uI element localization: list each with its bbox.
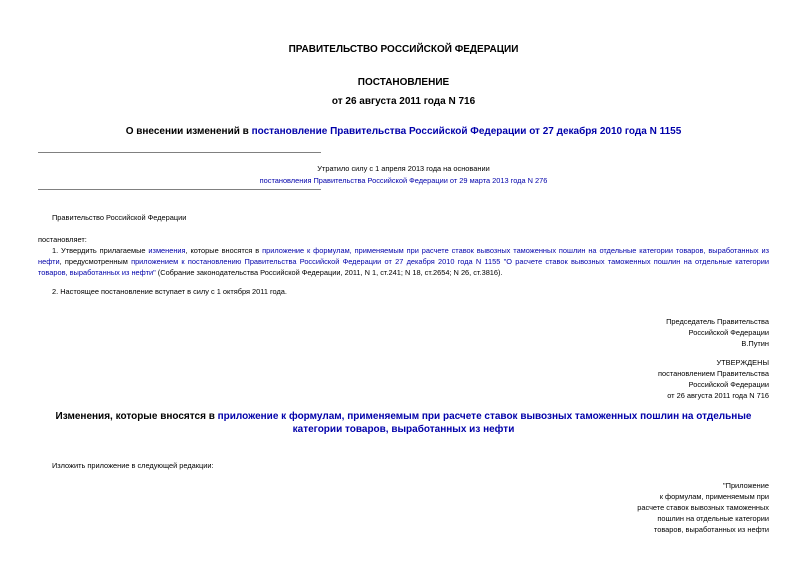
approved-line-3: Российской Федерации bbox=[688, 380, 769, 389]
document-title-prefix: О внесении изменений в bbox=[125, 126, 252, 137]
appendix-line-5: товаров, выработанных из нефти bbox=[653, 525, 769, 534]
document-title bbox=[0, 126, 807, 137]
signature-line-3: В.Путин bbox=[741, 339, 769, 348]
appendix-heading bbox=[637, 480, 769, 535]
p1-text-2: , которые вносятся в bbox=[185, 246, 263, 255]
changes-title-link[interactable]: приложение к формулам, применяемым при расчете ставок вывозных таможенных пошлин на отдельные категории товаров, выработанных из нефти bbox=[217, 411, 752, 435]
changes-title bbox=[40, 410, 767, 436]
approved-line-4: от 26 августа 2011 года N 716 bbox=[667, 391, 769, 400]
instruction-line: Изложить приложение в следующей редакции: bbox=[52, 461, 214, 470]
appendix-formulas-link[interactable]: приложение к формулам, применяемым при расчете ставок вывозных таможенных пошлин на отдельные категории товаров, выработанных из нефти bbox=[38, 246, 770, 266]
p1-text-4: (Собрание законодательства Российской Федерации, 2011, N 1, ст.241; N 18, ст.2654; N 26, ст.3816). bbox=[155, 268, 503, 277]
status-note: Утратило силу с 1 апреля 2013 года на основании bbox=[317, 164, 490, 173]
signature-line-2: Российской Федерации bbox=[688, 328, 769, 337]
paragraph-2: 2. Настоящее постановление вступает в силу с 1 октября 2011 года. bbox=[52, 287, 287, 296]
status-repeal-link[interactable]: постановления Правительства Российской Федерации от 29 марта 2013 года N 276 bbox=[259, 176, 548, 185]
p1-text-3: , предусмотренным bbox=[59, 257, 132, 266]
appendix-line-3: расчете ставок вывозных таможенных bbox=[637, 503, 769, 512]
decrees-line: постановляет: bbox=[38, 235, 87, 244]
appendix-line-4: пошлин на отдельные категории bbox=[657, 514, 769, 523]
signature-line-1: Председатель Правительства bbox=[666, 317, 769, 326]
approved-line-2: постановлением Правительства bbox=[658, 369, 769, 378]
changes-title-prefix: Изменения, которые вносятся в bbox=[55, 411, 218, 422]
appendix-line-1: "Приложение bbox=[723, 481, 769, 490]
document-type: ПОСТАНОВЛЕНИЕ bbox=[357, 77, 450, 88]
paragraph-1 bbox=[38, 245, 769, 278]
changes-link[interactable]: изменения bbox=[148, 246, 186, 255]
p1-text-1: 1. Утвердить прилагаемые bbox=[52, 246, 149, 255]
government-line: Правительство Российской Федерации bbox=[52, 213, 187, 222]
status-rule-bottom bbox=[38, 189, 321, 190]
appendix-resolution-link[interactable]: приложением к постановлению Правительства Российской Федерации от 27 декабря 2010 года N 1155 "О расчете ставок вывозных таможенных пошлин на отдельные категории товаров, выработанных из нефти" bbox=[38, 257, 770, 277]
appendix-line-2: к формулам, применяемым при bbox=[659, 492, 769, 501]
signature-block bbox=[666, 316, 769, 349]
title-resolution-link[interactable]: постановление Правительства Российской Федерации от 27 декабря 2010 года N 1155 bbox=[251, 126, 682, 137]
government-heading: ПРАВИТЕЛЬСТВО РОССИЙСКОЙ ФЕДЕРАЦИИ bbox=[288, 44, 519, 55]
approved-block bbox=[658, 357, 769, 401]
document-date: от 26 августа 2011 года N 716 bbox=[331, 96, 476, 107]
approved-line-1: УТВЕРЖДЕНЫ bbox=[716, 358, 769, 367]
status-rule-top bbox=[38, 152, 321, 153]
